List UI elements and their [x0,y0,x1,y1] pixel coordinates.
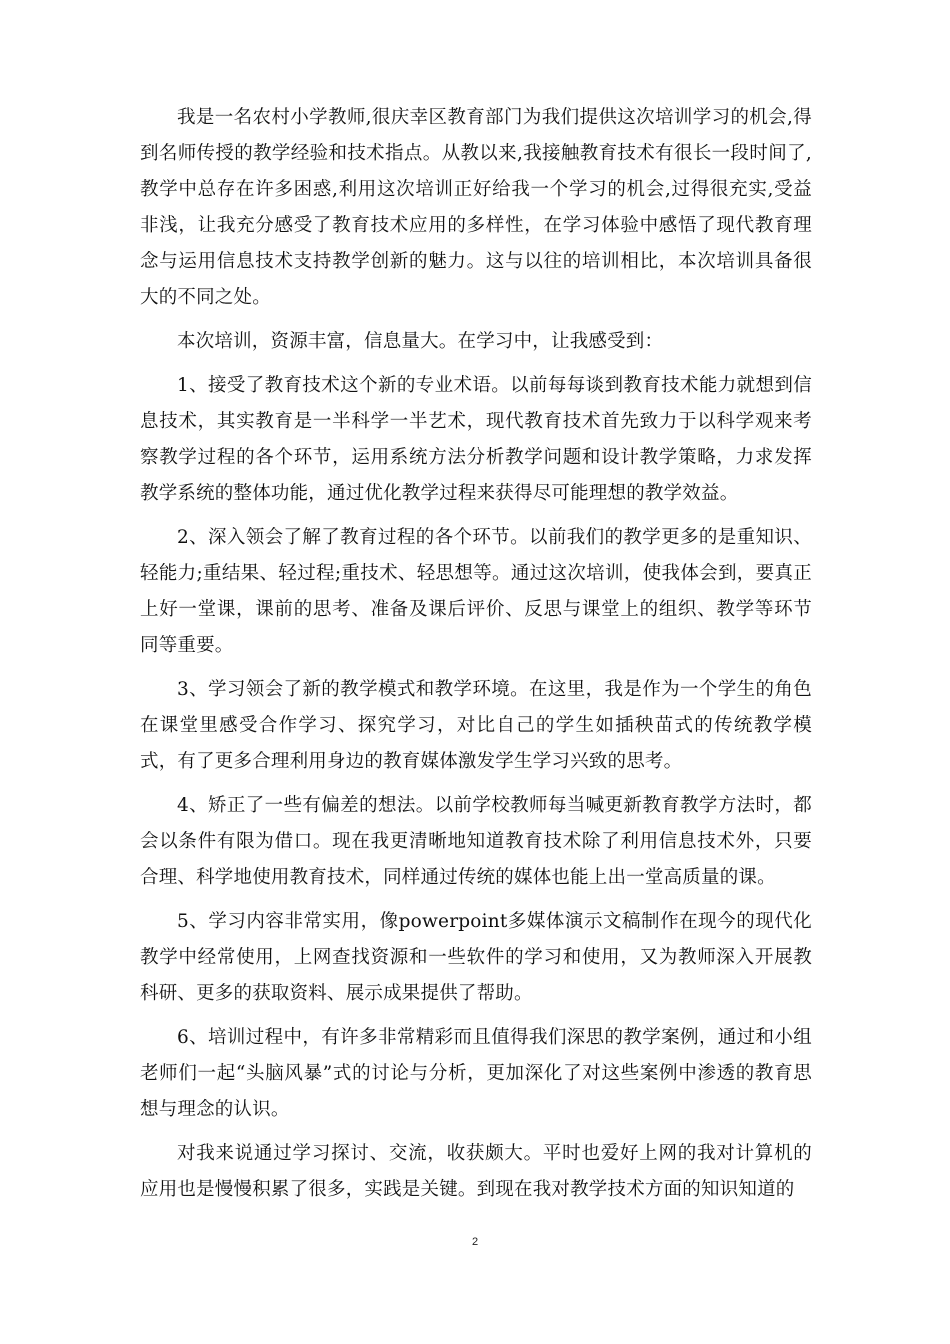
paragraph-point-2: 2、深入领会了解了教育过程的各个环节。以前我们的教学更多的是重知识、轻能力;重结果、轻过程;重技术、轻思想等。通过这次培训，使我体会到，要真正上好一堂课，课前的思考、准备及课后评价、反思与课堂上的组织、教学等环节同等重要。 [140,527,812,656]
page-number: 2 [471,1236,479,1248]
paragraph-point-5: 5、学习内容非常实用，像powerpoint多媒体演示文稿制作在现今的现代化教学中经常使用，上网查找资源和一些软件的学习和使用，又为教师深入开展教科研、更多的获取资料、展示成果提供了帮助。 [140,911,812,1004]
paragraph-point-4: 4、矫正了一些有偏差的想法。以前学校教师每当喊更新教育教学方法时，都会以条件有限为借口。现在我更清晰地知道教育技术除了利用信息技术外，只要合理、科学地使用教育技术，同样通过传统的媒体也能上出一堂高质量的课。 [140,795,812,888]
document-body [140,100,812,1216]
paragraph-point-1: 1、接受了教育技术这个新的专业术语。以前每每谈到教育技术能力就想到信息技术，其实教育是一半科学一半艺术，现代教育技术首先致力于以科学观来考察教学过程的各个环节，运用系统方法分析教学问题和设计教学策略，力求发挥教学系统的整体功能，通过优化教学过程来获得尽可能理想的教学效益。 [140,375,812,504]
paragraph-summary: 本次培训，资源丰富，信息量大。在学习中，让我感受到： [177,331,664,352]
paragraph-point-6: 6、培训过程中，有许多非常精彩而且值得我们深思的教学案例，通过和小组老师们一起“头脑风暴”式的讨论与分析，更加深化了对这些案例中渗透的教育思想与理念的认识。 [140,1027,812,1120]
paragraph-intro: 我是一名农村小学教师,很庆幸区教育部门为我们提供这次培训学习的机会,得到名师传授的教学经验和技术指点。从教以来,我接触教育技术有很长一段时间了,教学中总存在许多困惑,利用这次培训正好给我一个学习的机会,过得很充实,受益非浅，让我充分感受了教育技术应用的多样性，在学习体验中感悟了现代教育理念与运用信息技术支持教学创新的魅力。这与以往的培训相比，本次培训具备很大的不同之处。 [140,107,812,308]
paragraph-conclusion: 对我来说通过学习探讨、交流，收获颇大。平时也爱好上网的我对计算机的应用也是慢慢积累了很多，实践是关键。到现在我对教学技术方面的知识知道的 [140,1143,812,1200]
paragraph-point-3: 3、学习领会了新的教学模式和教学环境。在这里，我是作为一个学生的角色在课堂里感受合作学习、探究学习，对比自己的学生如插秧苗式的传统教学模式，有了更多合理利用身边的教育媒体激发学生学习兴致的思考。 [140,679,812,772]
